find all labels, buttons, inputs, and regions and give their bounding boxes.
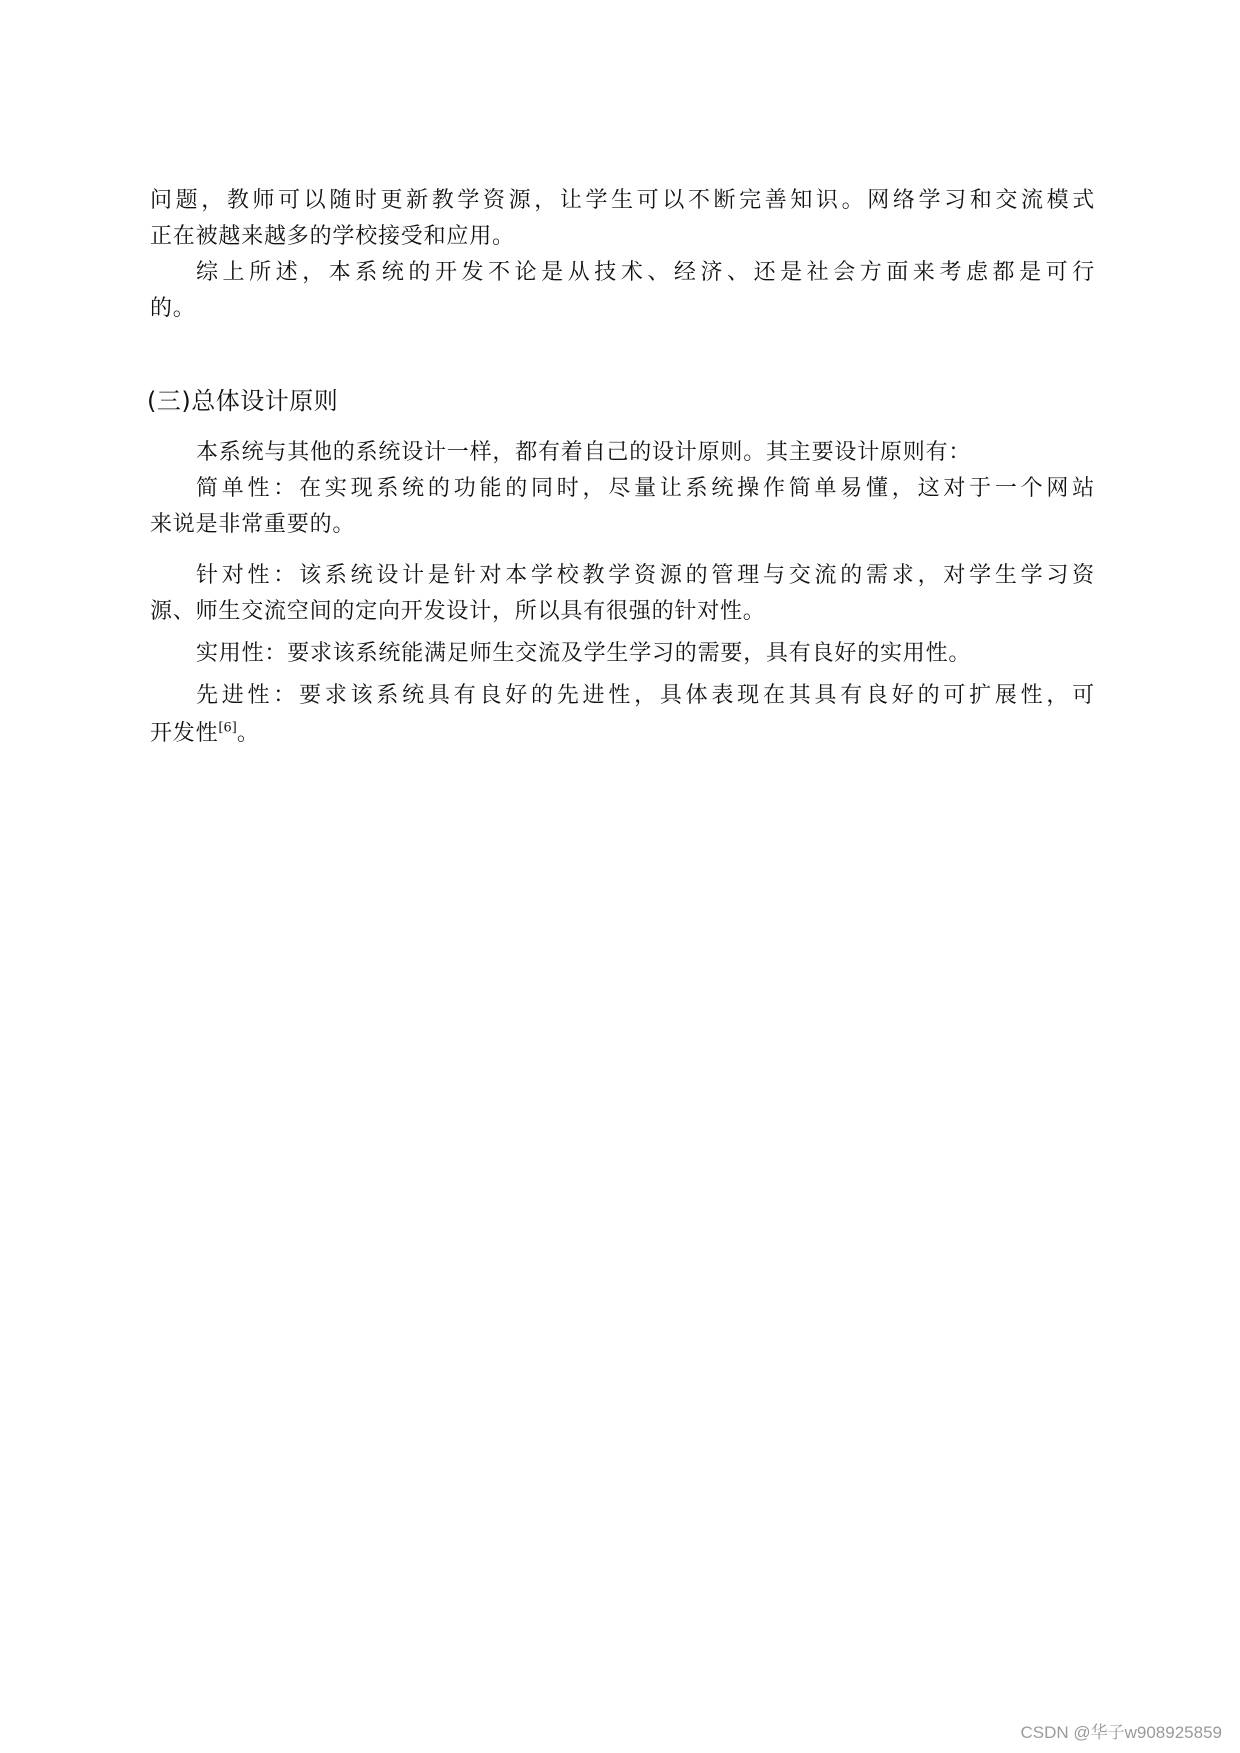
paragraph-5-line-1-text: 针对性：该系统设计是针对本学校教学资源的管理与交流的需求，对学生学习资	[196, 563, 1095, 588]
paragraph-7-line-2	[150, 719, 1095, 749]
paragraph-5-line-1	[196, 561, 1095, 591]
paragraph-5-line-2: 源、师生交流空间的定向开发设计，所以具有很强的针对性。	[150, 599, 766, 624]
paragraph-7-line-2-text: 开发性	[150, 721, 219, 746]
paragraph-4-line-2: 来说是非常重要的。	[150, 512, 356, 537]
csdn-watermark: CSDN @华子w908925859	[1020, 1723, 1222, 1742]
citation-reference[interactable]: [6]	[218, 720, 237, 736]
paragraph-3-line-1: 本系统与其他的系统设计一样，都有着自己的设计原则。其主要设计原则有：	[196, 440, 972, 465]
paragraph-4-line-1-text: 简单性：在实现系统的功能的同时，尽量让系统操作简单易懂，这对于一个网站	[196, 476, 1095, 501]
paragraph-2-line-2: 的。	[150, 296, 196, 321]
paragraph-1-line-1	[150, 186, 1095, 216]
paragraph-2-line-1	[196, 258, 1095, 288]
paragraph-6-line-1: 实用性：要求该系统能满足师生交流及学生学习的需要，具有良好的实用性。	[196, 641, 972, 666]
paragraph-7-line-1	[196, 681, 1095, 711]
paragraph-2-line-1-text: 综上所述，本系统的开发不论是从技术、经济、还是社会方面来考虑都是可行	[196, 260, 1095, 285]
paragraph-1-line-2: 正在被越来越多的学校接受和应用。	[150, 224, 515, 249]
paragraph-7-line-2-end: 。	[236, 721, 260, 746]
section-heading: (三)总体设计原则	[147, 387, 339, 415]
paragraph-1-line-1-text: 问题，教师可以随时更新教学资源，让学生可以不断完善知识。网络学习和交流模式	[150, 188, 1095, 213]
paragraph-7-line-1-text: 先进性：要求该系统具有良好的先进性，具体表现在其具有良好的可扩展性，可	[196, 683, 1095, 708]
paragraph-4-line-1	[196, 474, 1095, 504]
